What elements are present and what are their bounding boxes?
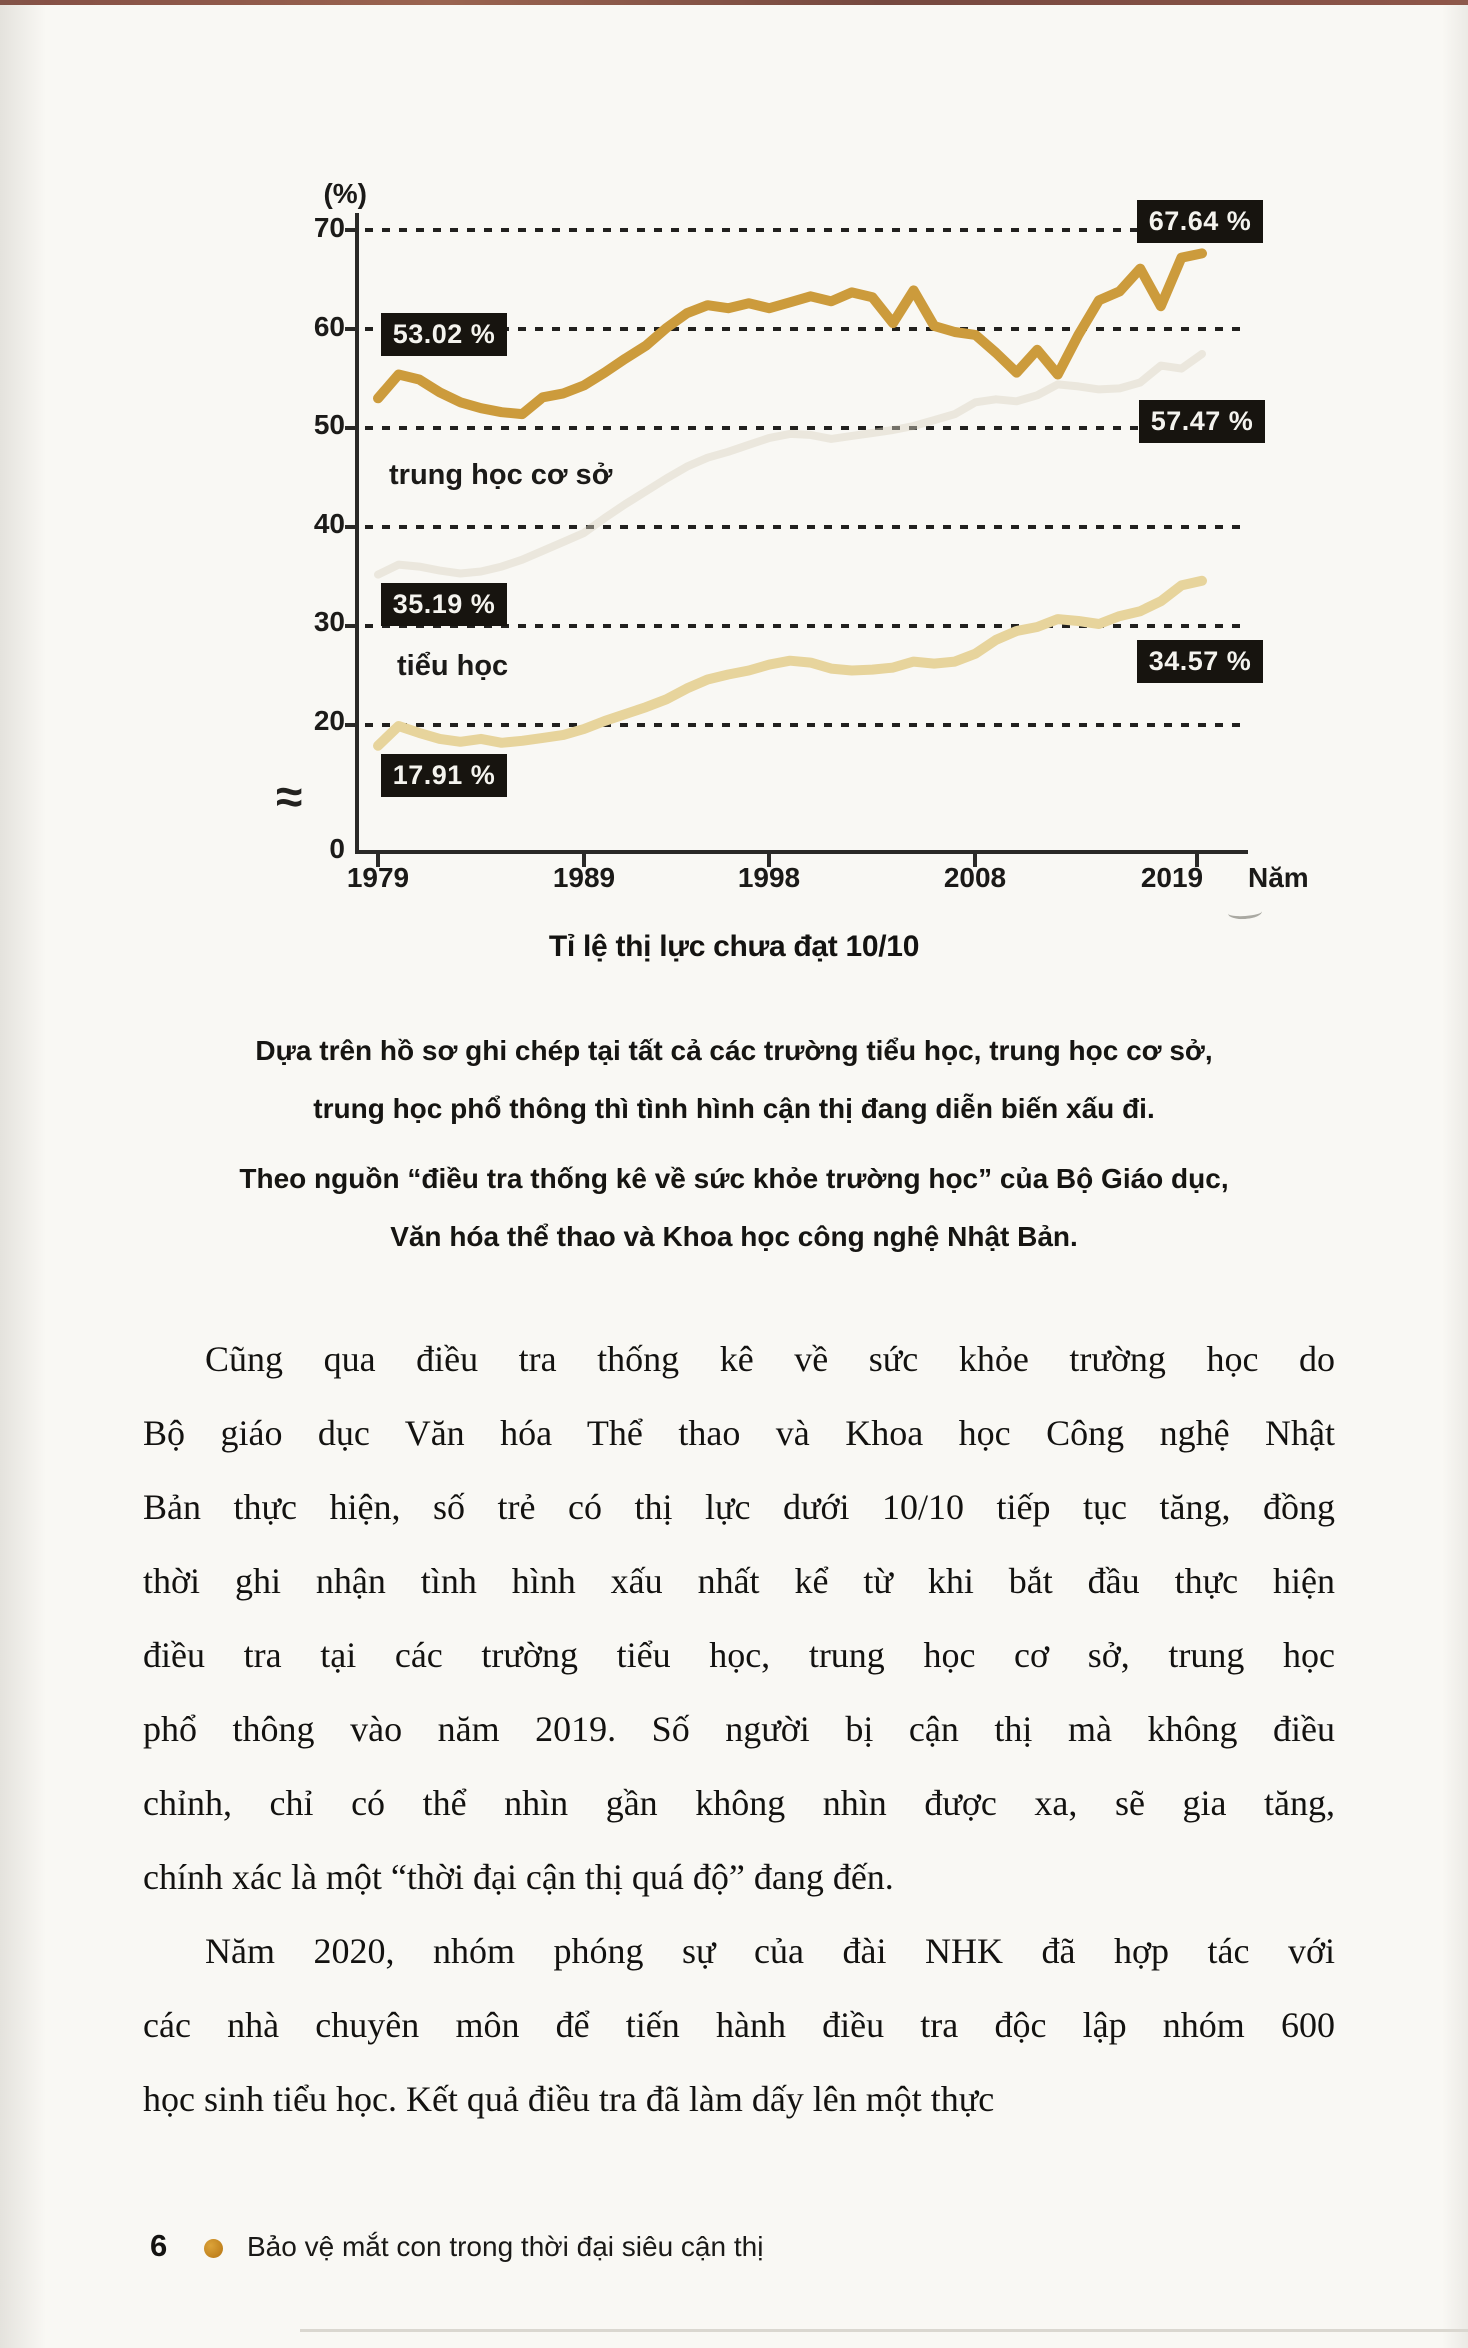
caption-line: trung học phổ thông thì tình hình cận thị đang diễn biến xấu đi. <box>313 1093 1155 1124</box>
x-tick-1998: 1998 <box>737 862 801 893</box>
y-axis-break-mark: ≈ <box>276 771 303 824</box>
figure-caption-1 <box>114 1022 1354 1138</box>
body-line: chỉnh, chỉ có thể nhìn gần không nhìn được xa, sẽ gia tăng, <box>143 1783 1335 1823</box>
figure-caption-2 <box>114 1150 1354 1266</box>
caption-line: Văn hóa thể thao và Khoa học công nghệ Nhật Bản. <box>390 1221 1078 1252</box>
body-line: phổ thông vào năm 2019. Số người bị cận thị mà không điều <box>143 1709 1335 1749</box>
scan-bottom-edge <box>300 2329 1468 2332</box>
vision-rate-chart <box>0 0 1468 940</box>
body-line: Năm 2020, nhóm phóng sự của đài NHK đã hợp tác với <box>205 1931 1335 1971</box>
value-box-jhs-end: 57.47 % <box>1140 401 1264 442</box>
y-tick-40: 40 <box>313 508 345 539</box>
figure-title: Tỉ lệ thị lực chưa đạt 10/10 <box>548 930 920 963</box>
y-axis-unit: (%) <box>323 178 367 209</box>
value-box-hs-start: 53.02 % <box>382 314 506 355</box>
chart-canvas <box>0 0 1468 940</box>
x-tick-1979: 1979 <box>346 862 410 893</box>
body-line: Bộ giáo dục Văn hóa Thể thao và Khoa học Công nghệ Nhật <box>143 1413 1335 1453</box>
y-tick-50: 50 <box>313 409 345 440</box>
caption-line: Theo nguồn “điều tra thống kê về sức khỏe trường học” của Bộ Giáo dục, <box>239 1163 1229 1194</box>
page-number: 6 <box>150 2228 168 2263</box>
body-line: chính xác là một “thời đại cận thị quá độ” đang đến. <box>143 1857 894 1897</box>
value-box-es-end: 34.57 % <box>1138 641 1262 682</box>
body-line: thời ghi nhận tình hình xấu nhất kể từ khi bắt đầu thực hiện <box>143 1561 1335 1601</box>
y-tick-0: 0 <box>329 833 345 864</box>
y-tick-70: 70 <box>313 212 345 243</box>
page-footer <box>0 2222 1468 2282</box>
body-text <box>143 1322 1335 2136</box>
y-tick-30: 30 <box>313 606 345 637</box>
body-line: Bản thực hiện, số trẻ có thị lực dưới 10/10 tiếp tục tăng, đồng <box>143 1487 1335 1527</box>
caption-line: Dựa trên hồ sơ ghi chép tại tất cả các trường tiểu học, trung học cơ sở, <box>255 1035 1213 1066</box>
body-line: học sinh tiểu học. Kết quả điều tra đã làm dấy lên một thực <box>143 2079 995 2119</box>
x-tick-1989: 1989 <box>552 862 616 893</box>
value-box-jhs-start: 35.19 % <box>382 584 506 625</box>
x-tick-2008: 2008 <box>943 862 1007 893</box>
body-line: điều tra tại các trường tiểu học, trung học cơ sở, trung học <box>143 1635 1335 1675</box>
y-tick-20: 20 <box>313 705 345 736</box>
value-box-es-start: 17.91 % <box>382 755 506 796</box>
bullet-dot-icon <box>204 2239 223 2258</box>
series-label-junior-high: trung học cơ sở <box>389 459 613 491</box>
body-line: các nhà chuyên môn để tiến hành điều tra độc lập nhóm 600 <box>143 2005 1335 2045</box>
series-label-elementary: tiểu học <box>397 650 509 682</box>
body-line: Cũng qua điều tra thống kê về sức khỏe trường học do <box>205 1339 1335 1379</box>
y-tick-60: 60 <box>313 311 345 342</box>
running-book-title: Bảo vệ mắt con trong thời đại siêu cận thị <box>247 2231 764 2262</box>
x-axis-unit: Năm <box>1248 862 1309 893</box>
value-box-hs-end: 67.64 % <box>1138 201 1262 242</box>
x-tick-2019: 2019 <box>1140 862 1204 893</box>
